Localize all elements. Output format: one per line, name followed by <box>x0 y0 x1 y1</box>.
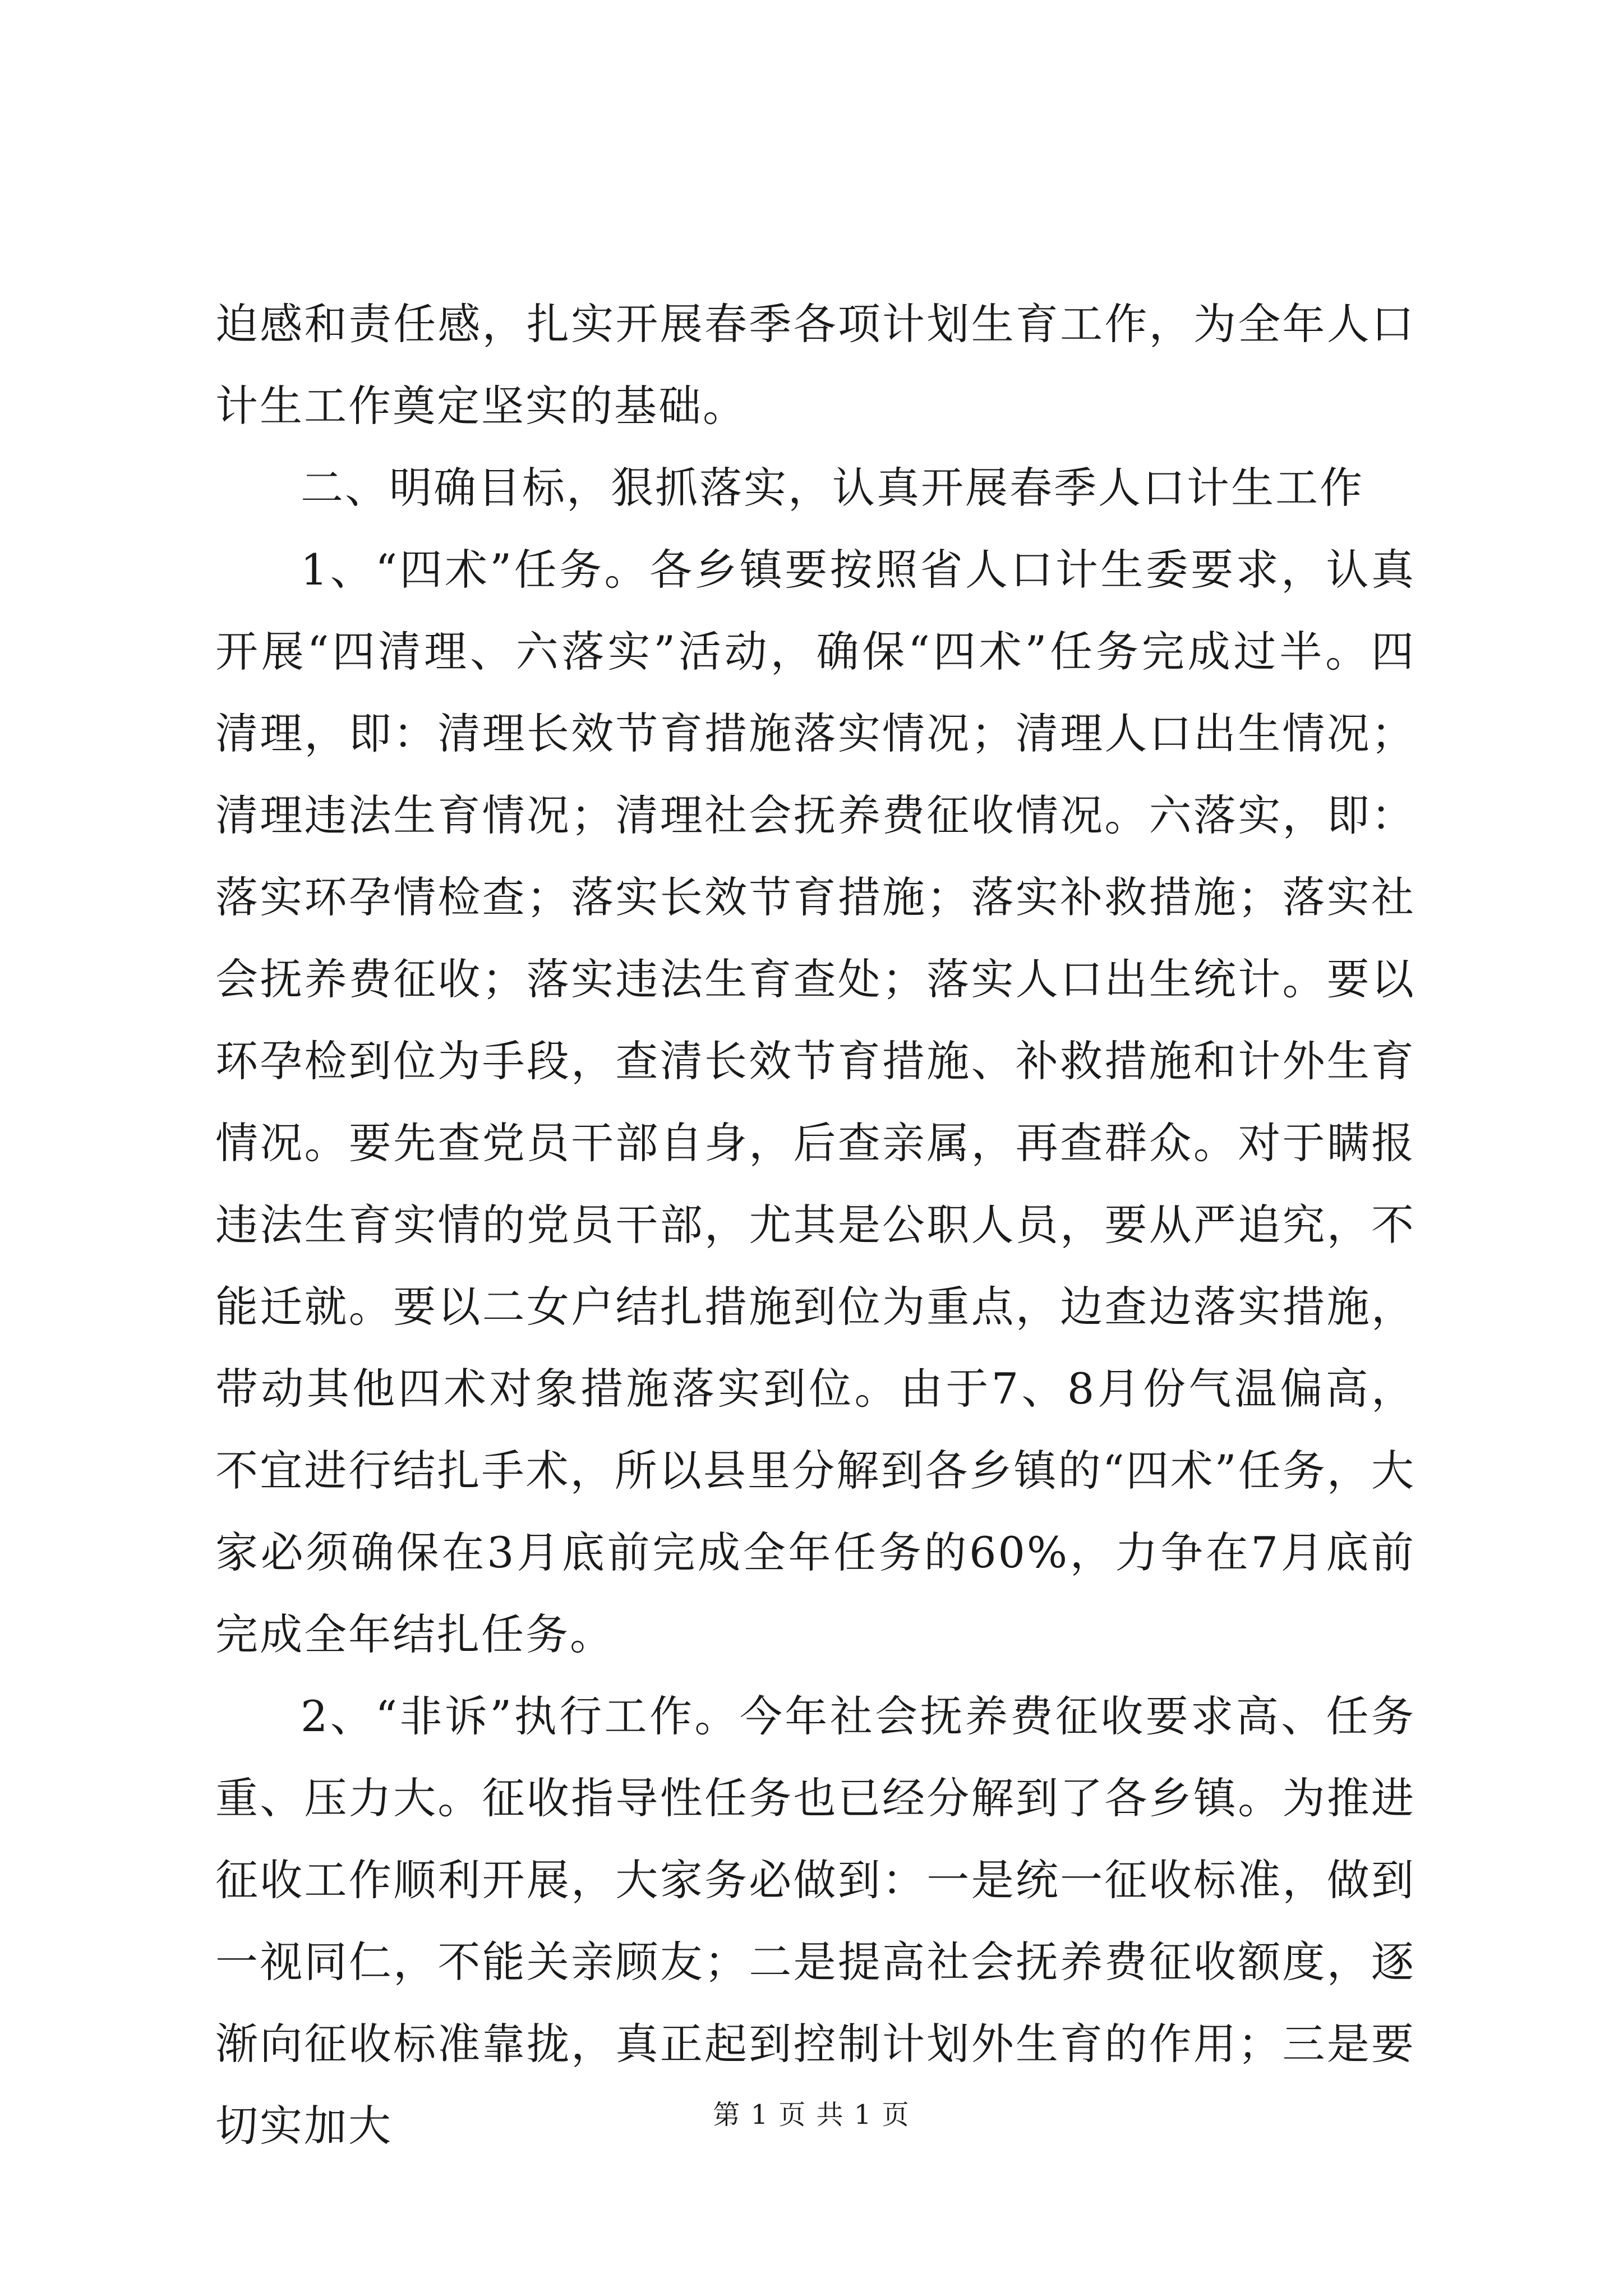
paragraph-intro-continuation: 迫感和责任感，扎实开展春季各项计划生育工作，为全年人口计生工作奠定坚实的基础。 <box>215 299 1415 431</box>
section-heading-2: 二、明确目标，狠抓落实，认真开展春季人口计生工作 <box>301 463 1364 513</box>
page-footer: 第 1 页 共 1 页 <box>713 2099 910 2131</box>
paragraph-non-litigation-enforcement: 2、“非诉”执行工作。今年社会抚养费征收要求高、任务重、压力大。征收指导性任务也已经分解到了各乡镇。为推进征收工作顺利开展，大家务必做到：一是统一征收标准，做到一视同仁，不能关亲顾友；二是提高社会抚养费征收额度，逐渐向征收标准靠拢，真正起到控制计划外生育的作用；三是要切实加大 <box>215 1691 1415 2151</box>
paragraph-four-surgeries-task: 1、“四术”任务。各乡镇要按照省人口计生委要求，认真开展“四清理、六落实”活动，确保“四术”任务完成过半。四清理，即：清理长效节育措施落实情况；清理人口出生情况；清理违法生育情况；清理社会抚养费征收情况。六落实，即：落实环孕情检查；落实长效节育措施；落实补救措施；落实社会抚养费征收；落实违法生育查处；落实人口出生统计。要以环孕检到位为手段，查清长效节育措施、补救措施和计外生育情况。要先查党员干部自身，后查亲属，再查群众。对于瞒报违法生育实情的党员干部，尤其是公职人员，要从严追究，不能迁就。要以二女户结扎措施到位为重点，边查边落实措施，带动其他四术对象措施落实到位。由于7、8月份气温偏高，不宜进行结扎手术，所以县里分解到各乡镇的“四术”任务，大家必须确保在3月底前完成全年任务的60%，力争在7月底前完成全年结扎任务。 <box>215 545 1415 1659</box>
document-body <box>215 283 1415 2167</box>
